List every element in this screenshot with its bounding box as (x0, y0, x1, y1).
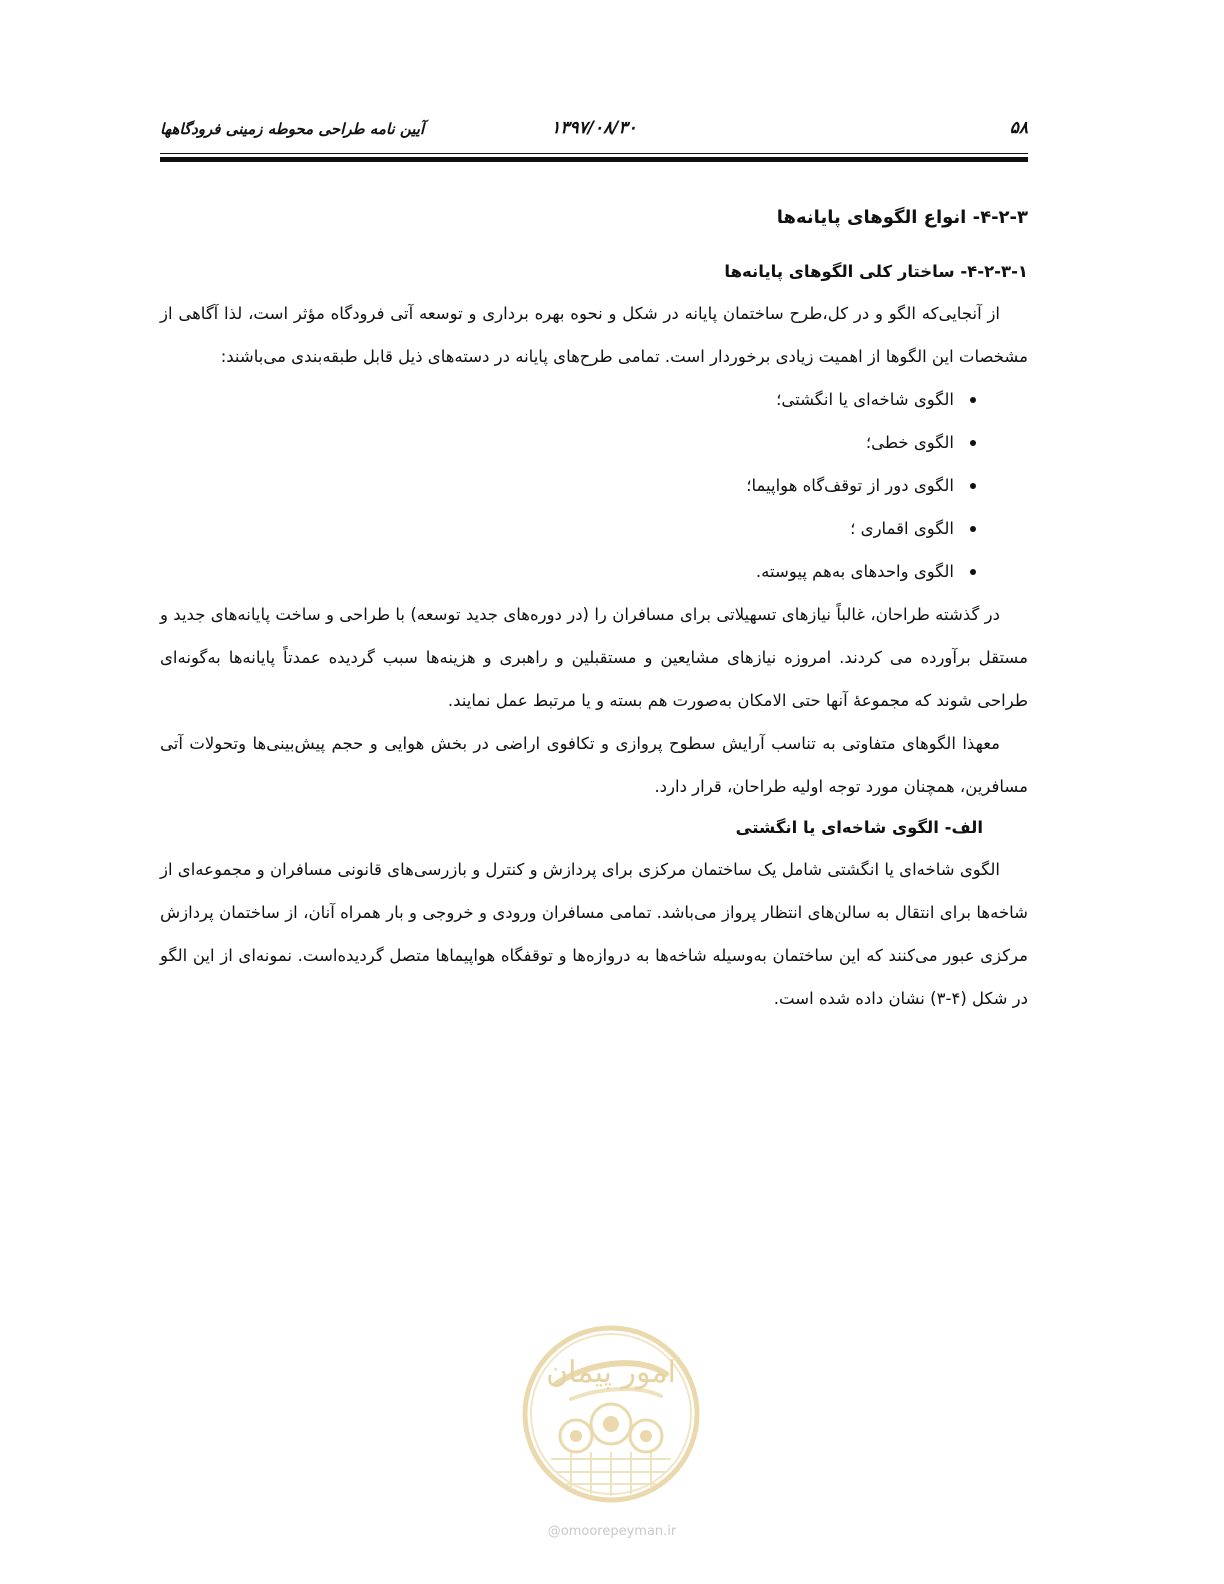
pattern-list (160, 378, 1028, 593)
list-item-text: الگوی واحدهای به‌هم پیوسته. (755, 562, 954, 581)
list-item (160, 550, 976, 593)
pier-pattern-heading: الف- الگوی شاخه‌ای یا انگشتی (735, 818, 983, 837)
bullet-icon (970, 526, 976, 532)
header-divider-thick (160, 157, 1028, 162)
list-item (160, 378, 976, 421)
document-title: آیین نامه طراحی محوطه زمینی فرودگاهها (160, 120, 425, 138)
bullet-icon (970, 483, 976, 489)
watermark-logo (516, 1324, 706, 1504)
bullet-icon (970, 397, 976, 403)
section-heading: ۴-۲-۳- انواع الگوهای پایانه‌ها (776, 207, 1028, 228)
page-header (160, 118, 1028, 148)
list-item-text: الگوی اقماری ؛ (850, 519, 954, 538)
bullet-icon (970, 569, 976, 575)
watermark-logo-icon (516, 1324, 706, 1504)
pier-pattern-paragraph: الگوی شاخه‌ای یا انگشتی شامل یک ساختمان مرکزی برای پردازش و کنترل و بازرسی‌های قانونی مسافران و مجموعه‌ای از شاخه‌ها برای انتقال به سالن‌های انتظار پرواز می‌باشد. تمامی مسافران ورودی و خروجی و بار همراه آنان، از ساختمان پردازش مرکزی عبور می‌کنند که این ساختمان به‌وسیله شاخه‌ها به دروازه‌ها و توقفگاه هواپیماها متصل گردیده‌است. نمونه‌ای از این الگو در شکل (۴-۳) نشان داده شده است. (160, 860, 1028, 1008)
list-item-text: الگوی شاخه‌ای یا انگشتی؛ (776, 390, 954, 409)
header-divider-thin (160, 153, 1028, 154)
intro-paragraph: از آنجایی‌که الگو و در کل،طرح ساختمان پایانه در شکل و نحوه بهره برداری و توسعه آتی فرودگاه مؤثر است، لذا آگاهی از مشخصات این الگوها از اهمیت زیادی برخوردار است. تمامی طرح‌های پایانه در دسته‌های ذیل قابل طبقه‌بندی می‌باشند: (160, 304, 1028, 366)
page-body (160, 200, 1028, 1020)
bullet-icon (970, 440, 976, 446)
watermark-site: @omoorepeyman.ir (547, 1524, 677, 1539)
page-number: ۵۸ (1009, 118, 1028, 138)
subsection-heading: ۴-۲-۳-۱- ساختار کلی الگوهای پایانه‌ها (724, 262, 1028, 281)
variety-paragraph: معهذا الگوهای متفاوتی به تناسب آرایش سطوح پروازی و تکافوی اراضی در بخش هوایی و حجم پیش‌بینی‌ها وتحولات آتی مسافرین، همچنان مورد توجه اولیه طراحان، قرار دارد. (160, 734, 1028, 796)
header-date: ۱۳۹۷/۰۸/۳۰ (551, 118, 637, 138)
list-item-text: الگوی خطی؛ (865, 433, 954, 452)
watermark-logo-text: امور پیمان (546, 1355, 676, 1390)
list-item-text: الگوی دور از توقف‌گاه هواپیما؛ (746, 476, 954, 495)
list-item (160, 464, 976, 507)
history-paragraph: در گذشته طراحان، غالباً نیازهای تسهیلاتی برای مسافران را (در دوره‌های جدید توسعه) با طراحی و ساخت پایانه‌های جدید و مستقل برآورده می کردند. امروزه نیازهای مشایعین و مستقبلین و راهبری و هزینه‌ها سبب گردیده عمدتاً پایانه‌ها به‌گونه‌ای طراحی شوند که مجموعهٔ آنها حتی الامکان به‌صورت هم بسته و یا مرتبط عمل نمایند. (160, 605, 1028, 710)
list-item (160, 507, 976, 550)
list-item (160, 421, 976, 464)
